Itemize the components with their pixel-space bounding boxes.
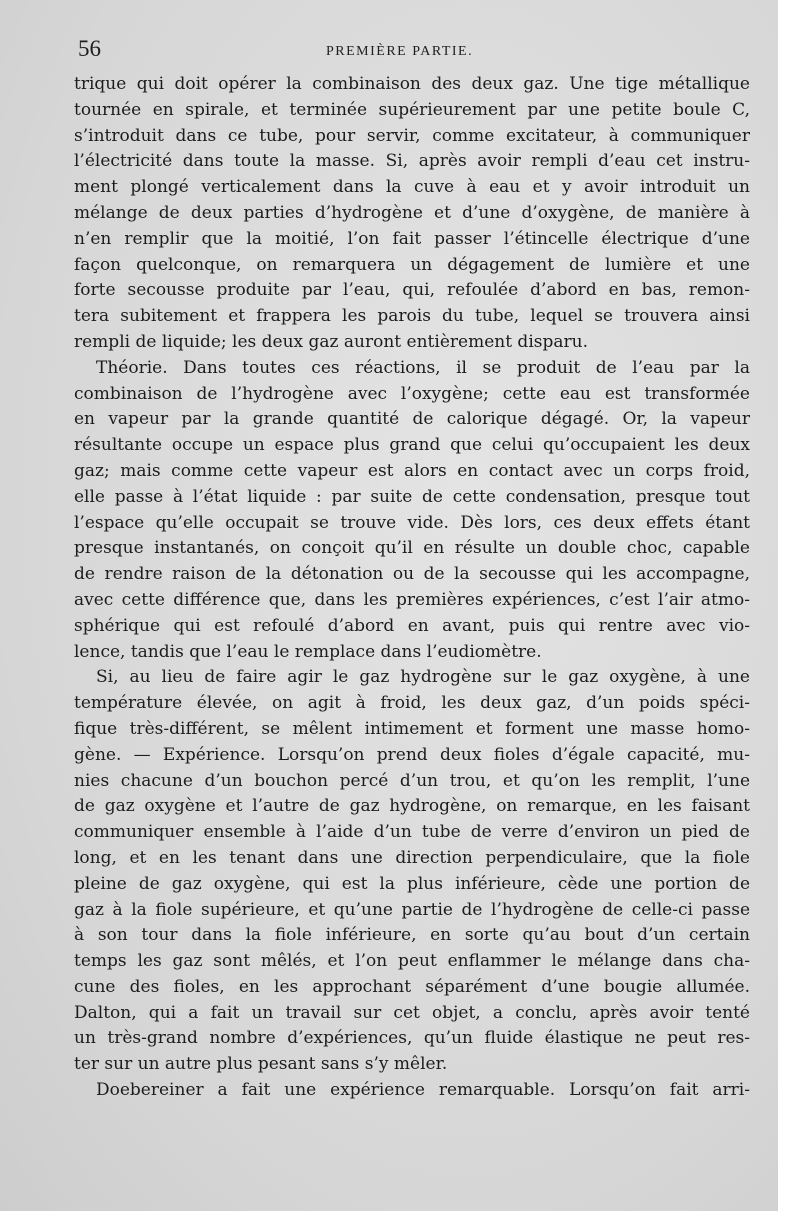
text-line: n’en remplir que la moitié, l’on fait passer l’étincelle électrique d’une bbox=[74, 228, 750, 249]
text-line: fique très-différent, se mêlent intimement et forment une masse homo- bbox=[74, 718, 750, 739]
text-line: communiquer ensemble à l’aide d’un tube de verre d’environ un pied de bbox=[74, 822, 750, 843]
text-line: tournée en spirale, et terminée supérieurement par une petite boule C, bbox=[74, 99, 750, 120]
text-line: rempli de liquide; les deux gaz auront entièrement disparu. bbox=[74, 331, 588, 352]
text-line: en vapeur par la grande quantité de calorique dégagé. Or, la vapeur bbox=[74, 409, 750, 430]
text-line: lence, tandis que l’eau le remplace dans l’eudiomètre. bbox=[74, 641, 542, 662]
text-line: trique qui doit opérer la combinaison des deux gaz. Une tige métallique bbox=[74, 74, 750, 94]
text-line: Doebereiner a fait une expérience remarquable. Lorsqu’on fait arri- bbox=[96, 1080, 750, 1101]
text-line: elle passe à l’état liquide : par suite de cette condensation, presque tout bbox=[74, 486, 750, 507]
running-head: PREMIÈRE PARTIE. bbox=[326, 44, 474, 59]
text-line: nies chacune d’un bouchon percé d’un trou, et qu’on les remplit, l’une bbox=[74, 770, 750, 791]
text-line: Dalton, qui a fait un travail sur cet objet, a conclu, après avoir tenté bbox=[74, 1002, 750, 1023]
body-text bbox=[74, 72, 750, 1104]
text-line: temps les gaz sont mêlés, et l’on peut enflammer le mélange dans cha- bbox=[74, 951, 750, 972]
text-line: température élevée, on agit à froid, les deux gaz, d’un poids spéci- bbox=[74, 693, 750, 714]
text-line: mélange de deux parties d’hydrogène et d’une d’oxygène, de manière à bbox=[74, 202, 750, 223]
text-line: ment plongé verticalement dans la cuve à eau et y avoir introduit un bbox=[74, 177, 750, 198]
text-line: de gaz oxygène et l’autre de gaz hydrogène, on remarque, en les faisant bbox=[74, 796, 750, 817]
text-line: gaz à la fiole supérieure, et qu’une partie de l’hydrogène de celle-ci passe bbox=[74, 899, 750, 920]
text-line: combinaison de l’hydrogène avec l’oxygène; cette eau est transformée bbox=[74, 383, 750, 404]
text-line: cune des fioles, en les approchant séparément d’une bougie allumée. bbox=[74, 976, 750, 997]
text-line: un très-grand nombre d’expériences, qu’un fluide élastique ne peut res- bbox=[74, 1028, 750, 1049]
text-line: long, et en les tenant dans une direction perpendiculaire, que la fiole bbox=[74, 847, 750, 868]
text-line: à son tour dans la fiole inférieure, en sorte qu’au bout d’un certain bbox=[74, 925, 750, 946]
text-line: Si, au lieu de faire agir le gaz hydrogène sur le gaz oxygène, à une bbox=[96, 667, 750, 688]
text-line: résultante occupe un espace plus grand que celui qu’occupaient les deux bbox=[74, 435, 750, 456]
text-line: tera subitement et frappera les parois du tube, lequel se trouvera ainsi bbox=[74, 306, 750, 327]
text-line: gaz; mais comme cette vapeur est alors en contact avec un corps froid, bbox=[74, 460, 750, 481]
text-line: pleine de gaz oxygène, qui est la plus inférieure, cède une portion de bbox=[74, 873, 750, 894]
page-header bbox=[78, 34, 758, 64]
text-line: de rendre raison de la détonation ou de la secousse qui les accompagne, bbox=[74, 564, 750, 585]
text-line: forte secousse produite par l’eau, qui, refoulée d’abord en bas, remon- bbox=[74, 280, 750, 301]
text-line: avec cette différence que, dans les premières expériences, c’est l’air atmo- bbox=[74, 589, 750, 610]
text-line: Théorie. Dans toutes ces réactions, il se produit de l’eau par la bbox=[96, 357, 750, 378]
text-line: façon quelconque, on remarquera un dégagement de lumière et une bbox=[74, 254, 750, 275]
text-line: presque instantanés, on conçoit qu’il en résulte un double choc, capable bbox=[74, 538, 750, 559]
text-line: ter sur un autre plus pesant sans s’y mêler. bbox=[74, 1054, 448, 1075]
text-line: sphérique qui est refoulé d’abord en avant, puis qui rentre avec vio- bbox=[74, 615, 750, 636]
scan-margin bbox=[778, 0, 800, 1211]
text-line: s’introduit dans ce tube, pour servir, comme excitateur, à communiquer bbox=[74, 125, 750, 146]
page-number: 56 bbox=[78, 36, 101, 61]
text-line: l’espace qu’elle occupait se trouve vide. Dès lors, ces deux effets étant bbox=[74, 512, 750, 533]
text-line: gène. — Expérience. Lorsqu’on prend deux fioles d’égale capacité, mu- bbox=[74, 744, 750, 765]
text-line: l’électricité dans toute la masse. Si, après avoir rempli d’eau cet instru- bbox=[74, 151, 750, 172]
